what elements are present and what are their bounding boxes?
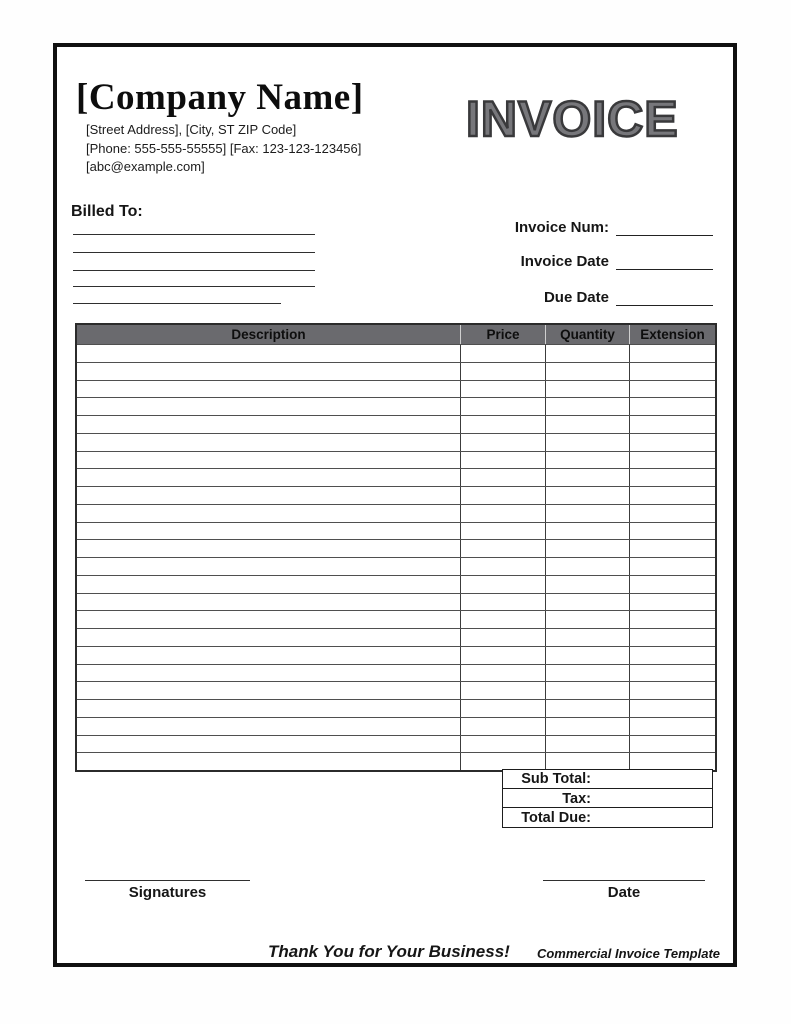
table-cell[interactable] — [460, 452, 545, 469]
table-cell[interactable] — [629, 558, 715, 575]
invoice-date-field[interactable] — [616, 254, 713, 270]
table-row — [77, 486, 715, 504]
table-row — [77, 539, 715, 557]
invoice-num-label: Invoice Num: — [514, 219, 609, 236]
table-cell[interactable] — [629, 576, 715, 593]
table-cell[interactable] — [77, 487, 460, 504]
table-cell[interactable] — [460, 665, 545, 682]
table-cell[interactable] — [545, 611, 629, 628]
table-cell[interactable] — [77, 753, 460, 770]
table-cell[interactable] — [77, 505, 460, 522]
table-cell[interactable] — [460, 718, 545, 735]
billed-to-label: Billed To: — [71, 203, 143, 220]
header-quantity: Quantity — [545, 325, 629, 344]
table-cell[interactable] — [460, 629, 545, 646]
table-cell[interactable] — [545, 505, 629, 522]
table-cell[interactable] — [545, 416, 629, 433]
table-cell[interactable] — [545, 629, 629, 646]
table-cell[interactable] — [460, 682, 545, 699]
table-cell[interactable] — [460, 611, 545, 628]
company-address-line: [Street Address], [City, ST ZIP Code] — [86, 122, 297, 137]
invoice-table-body — [77, 344, 715, 770]
billed-to-line[interactable] — [73, 234, 315, 235]
table-cell[interactable] — [77, 682, 460, 699]
table-row — [77, 593, 715, 611]
table-cell[interactable] — [629, 665, 715, 682]
company-name: [Company Name] — [76, 77, 364, 118]
due-date-row — [544, 289, 713, 306]
table-cell[interactable] — [629, 540, 715, 557]
table-cell[interactable] — [460, 416, 545, 433]
table-cell[interactable] — [545, 452, 629, 469]
table-row — [77, 522, 715, 540]
table-cell[interactable] — [77, 611, 460, 628]
table-row — [77, 380, 715, 398]
table-row — [77, 415, 715, 433]
billed-to-line[interactable] — [73, 286, 315, 287]
table-cell[interactable] — [460, 594, 545, 611]
table-row — [77, 717, 715, 735]
table-cell[interactable] — [77, 629, 460, 646]
table-row — [77, 681, 715, 699]
total-due-row — [502, 807, 713, 828]
table-cell[interactable] — [629, 434, 715, 451]
table-cell[interactable] — [629, 647, 715, 664]
table-cell[interactable] — [460, 753, 545, 770]
table-cell[interactable] — [460, 523, 545, 540]
table-row — [77, 575, 715, 593]
table-cell[interactable] — [629, 469, 715, 486]
table-row — [77, 628, 715, 646]
table-cell[interactable] — [545, 434, 629, 451]
company-address — [86, 121, 361, 177]
table-cell[interactable] — [460, 487, 545, 504]
table-row — [77, 735, 715, 753]
totals-box — [502, 769, 713, 828]
invoice-date-row — [521, 253, 713, 270]
table-cell[interactable] — [545, 576, 629, 593]
table-cell[interactable] — [545, 558, 629, 575]
table-cell[interactable] — [629, 505, 715, 522]
header-price: Price — [460, 325, 545, 344]
billed-to-line[interactable] — [73, 303, 281, 304]
table-cell[interactable] — [629, 345, 715, 362]
table-cell[interactable] — [77, 416, 460, 433]
table-cell[interactable] — [77, 363, 460, 380]
table-cell[interactable] — [460, 736, 545, 753]
table-cell[interactable] — [460, 540, 545, 557]
table-header-row — [77, 325, 715, 344]
billed-to-line[interactable] — [73, 252, 315, 253]
table-cell[interactable] — [629, 398, 715, 415]
table-cell[interactable] — [460, 398, 545, 415]
table-row — [77, 557, 715, 575]
invoice-num-row — [515, 219, 713, 236]
table-row — [77, 451, 715, 469]
table-cell[interactable] — [629, 487, 715, 504]
template-name: Commercial Invoice Template — [536, 946, 720, 961]
table-cell[interactable] — [545, 736, 629, 753]
table-cell[interactable] — [629, 363, 715, 380]
table-cell[interactable] — [629, 718, 715, 735]
table-cell[interactable] — [545, 647, 629, 664]
table-cell[interactable] — [77, 594, 460, 611]
table-cell[interactable] — [460, 558, 545, 575]
total-due-label: Total Due: — [521, 809, 591, 826]
table-cell[interactable] — [629, 381, 715, 398]
table-cell[interactable] — [629, 700, 715, 717]
table-row — [77, 664, 715, 682]
table-cell[interactable] — [460, 576, 545, 593]
date-line[interactable] — [543, 880, 705, 881]
table-cell[interactable] — [460, 505, 545, 522]
table-cell[interactable] — [545, 753, 629, 770]
table-row — [77, 397, 715, 415]
tax-row — [502, 788, 713, 809]
tax-label: Tax: — [562, 790, 591, 807]
table-cell[interactable] — [460, 469, 545, 486]
due-date-label: Due Date — [543, 289, 609, 306]
table-cell[interactable] — [629, 611, 715, 628]
table-cell[interactable] — [545, 363, 629, 380]
company-address-line: [abc@example.com] — [86, 159, 205, 174]
table-row — [77, 344, 715, 362]
billed-to-line[interactable] — [73, 270, 315, 271]
table-cell[interactable] — [77, 452, 460, 469]
table-row — [77, 646, 715, 664]
table-cell[interactable] — [77, 434, 460, 451]
table-cell[interactable] — [460, 345, 545, 362]
subtotal-row — [502, 769, 713, 790]
table-row — [77, 468, 715, 486]
table-cell[interactable] — [77, 718, 460, 735]
table-row — [77, 752, 715, 770]
table-cell[interactable] — [77, 381, 460, 398]
table-cell[interactable] — [460, 647, 545, 664]
table-cell[interactable] — [629, 753, 715, 770]
header-description: Description — [231, 327, 306, 342]
table-cell[interactable] — [77, 523, 460, 540]
table-cell[interactable] — [545, 487, 629, 504]
table-cell[interactable] — [545, 718, 629, 735]
invoice-num-field[interactable] — [616, 220, 713, 236]
table-cell[interactable] — [77, 345, 460, 362]
table-row — [77, 610, 715, 628]
table-cell[interactable] — [629, 736, 715, 753]
table-cell[interactable] — [629, 416, 715, 433]
table-row — [77, 433, 715, 451]
table-cell[interactable] — [545, 381, 629, 398]
invoice-date-label: Invoice Date — [520, 253, 609, 270]
table-cell[interactable] — [629, 523, 715, 540]
table-cell[interactable] — [77, 700, 460, 717]
table-cell[interactable] — [460, 434, 545, 451]
table-row — [77, 504, 715, 522]
table-cell[interactable] — [545, 665, 629, 682]
table-cell[interactable] — [77, 647, 460, 664]
table-cell[interactable] — [545, 523, 629, 540]
thank-you-message: Thank You for Your Business! — [268, 942, 510, 961]
invoice-title: INVOICE — [466, 91, 679, 147]
table-cell[interactable] — [77, 398, 460, 415]
date-label: Date — [607, 884, 641, 901]
subtotal-label: Sub Total: — [521, 771, 591, 788]
table-cell[interactable] — [545, 682, 629, 699]
table-cell[interactable] — [77, 540, 460, 557]
signature-line[interactable] — [85, 880, 250, 881]
table-cell[interactable] — [629, 682, 715, 699]
table-cell[interactable] — [545, 700, 629, 717]
table-cell[interactable] — [460, 381, 545, 398]
table-cell[interactable] — [77, 576, 460, 593]
table-cell[interactable] — [545, 469, 629, 486]
line-items-table — [75, 323, 717, 772]
table-cell[interactable] — [77, 558, 460, 575]
signatures-label: Signatures — [128, 884, 207, 901]
table-cell[interactable] — [629, 594, 715, 611]
company-address-line: [Phone: 555-555-55555] [Fax: 123-123-123456] — [86, 140, 362, 156]
table-cell[interactable] — [629, 629, 715, 646]
table-cell[interactable] — [629, 452, 715, 469]
table-cell[interactable] — [545, 345, 629, 362]
table-cell[interactable] — [77, 469, 460, 486]
table-cell[interactable] — [545, 398, 629, 415]
table-row — [77, 699, 715, 717]
table-cell[interactable] — [545, 540, 629, 557]
table-cell[interactable] — [545, 594, 629, 611]
table-row — [77, 362, 715, 380]
table-cell[interactable] — [77, 665, 460, 682]
table-cell[interactable] — [460, 700, 545, 717]
due-date-field[interactable] — [616, 290, 713, 306]
table-cell[interactable] — [460, 363, 545, 380]
header-extension: Extension — [629, 325, 715, 344]
table-cell[interactable] — [77, 736, 460, 753]
